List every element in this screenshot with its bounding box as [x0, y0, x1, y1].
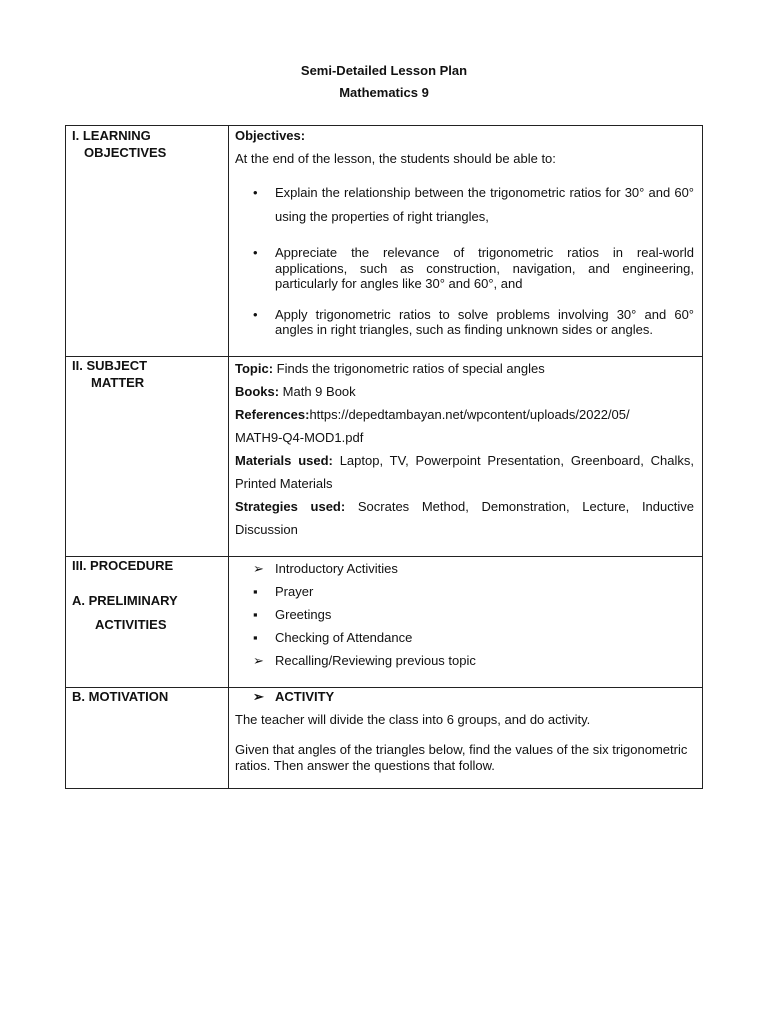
row-procedure [66, 557, 703, 688]
objective-item [229, 181, 702, 229]
books-value: Math 9 Book [279, 384, 356, 399]
label-cell-objectives [66, 126, 229, 357]
activity-item [229, 557, 702, 580]
bullet-dot-icon: • [253, 245, 258, 260]
motivation-activity-list [229, 688, 702, 705]
document-header [0, 60, 768, 104]
square-bullet-icon: ▪ [253, 630, 258, 645]
content-cell-procedure [229, 557, 703, 688]
strategies-value: Socrates Method, Demonstration, Lecture, Inductive Discussion [235, 499, 694, 537]
topic-line [235, 357, 694, 380]
materials-line [235, 449, 694, 495]
strategies-line [235, 495, 694, 541]
preliminary-label-line1: A. PRELIMINARY [72, 593, 178, 608]
content-cell-objectives [229, 126, 703, 357]
subject-label-line1: II. SUBJECT [72, 358, 148, 373]
references-url-part2: MATH9-Q4-MOD1.pdf [235, 430, 364, 445]
preliminary-activities-list [229, 557, 702, 672]
objectives-label-line1: I. LEARNING [72, 128, 151, 143]
square-bullet-icon: ▪ [253, 584, 258, 599]
activity-heading: ACTIVITY [275, 689, 335, 704]
references-label: References: [235, 407, 310, 422]
activity-item [229, 603, 702, 626]
books-label: Books: [235, 384, 280, 399]
books-line [235, 380, 694, 403]
motivation-paragraph-2: Given that angles of the triangles below, find the values of the six trigonometric ratios. Then answer the questions that follow. [235, 742, 688, 773]
objectives-heading: Objectives: [235, 128, 306, 143]
bullet-dot-icon: • [253, 306, 258, 322]
motivation-paragraph-1: The teacher will divide the class into 6 groups, and do activity. [235, 712, 591, 727]
objective-text: Explain the relationship between the trigonometric ratios for 30° and 60° using the properties of right triangles, [275, 185, 694, 224]
arrow-bullet-icon: ➢ [253, 653, 264, 668]
arrow-bullet-icon: ➢ [253, 561, 264, 576]
label-cell-subject-matter [66, 357, 229, 557]
square-bullet-icon: ▪ [253, 607, 258, 622]
materials-value: Laptop, TV, Powerpoint Presentation, Greenboard, Chalks, Printed Materials [235, 453, 694, 491]
arrow-bullet-icon: ➢ [253, 689, 264, 704]
objective-text: Appreciate the relevance of trigonometric ratios in real-world applications, such as construction, navigation, and engineering, particularly for angles like 30° and 60°, and [275, 245, 694, 291]
row-learning-objectives [66, 126, 703, 357]
lesson-plan-table [65, 125, 703, 789]
objective-text: Apply trigonometric ratios to solve problems involving 30° and 60° angles in right triangles, such as finding unknown sides or angles. [275, 306, 694, 337]
references-url-part1: https://depedtambayan.net/wpcontent/uploads/2022/05/ [309, 407, 630, 422]
activity-item [229, 580, 702, 603]
topic-label: Topic: [235, 361, 274, 376]
subject-label-line2: MATTER [91, 375, 145, 390]
strategies-label: Strategies used: [235, 499, 346, 514]
activity-text: Greetings [275, 607, 332, 622]
activity-text: Introductory Activities [275, 561, 398, 576]
procedure-label: III. PROCEDURE [72, 558, 174, 573]
label-cell-procedure [66, 557, 229, 688]
preliminary-label-line2: ACTIVITIES [95, 617, 167, 632]
document-subtitle: Mathematics 9 [339, 85, 429, 100]
objectives-intro: At the end of the lesson, the students should be able to: [235, 151, 556, 166]
content-cell-subject-matter [229, 357, 703, 557]
row-subject-matter [66, 357, 703, 557]
motivation-label: B. MOTIVATION [72, 689, 169, 704]
materials-label: Materials used: [235, 453, 333, 468]
label-cell-motivation [66, 688, 229, 789]
bullet-dot-icon: • [253, 185, 258, 200]
objective-item [229, 307, 702, 338]
content-cell-motivation [229, 688, 703, 789]
activity-item [229, 626, 702, 649]
activity-item [229, 649, 702, 672]
row-motivation [66, 688, 703, 789]
activity-text: Recalling/Reviewing previous topic [275, 653, 476, 668]
activity-text: Checking of Attendance [275, 630, 413, 645]
activity-text: Prayer [275, 584, 314, 599]
references-line [235, 403, 694, 426]
objective-item [229, 245, 702, 292]
activity-heading-item [229, 688, 702, 705]
objectives-list [229, 181, 702, 338]
topic-value: Finds the trigonometric ratios of special angles [273, 361, 545, 376]
objectives-label-line2: OBJECTIVES [84, 145, 167, 160]
document-title: Semi-Detailed Lesson Plan [300, 63, 468, 78]
